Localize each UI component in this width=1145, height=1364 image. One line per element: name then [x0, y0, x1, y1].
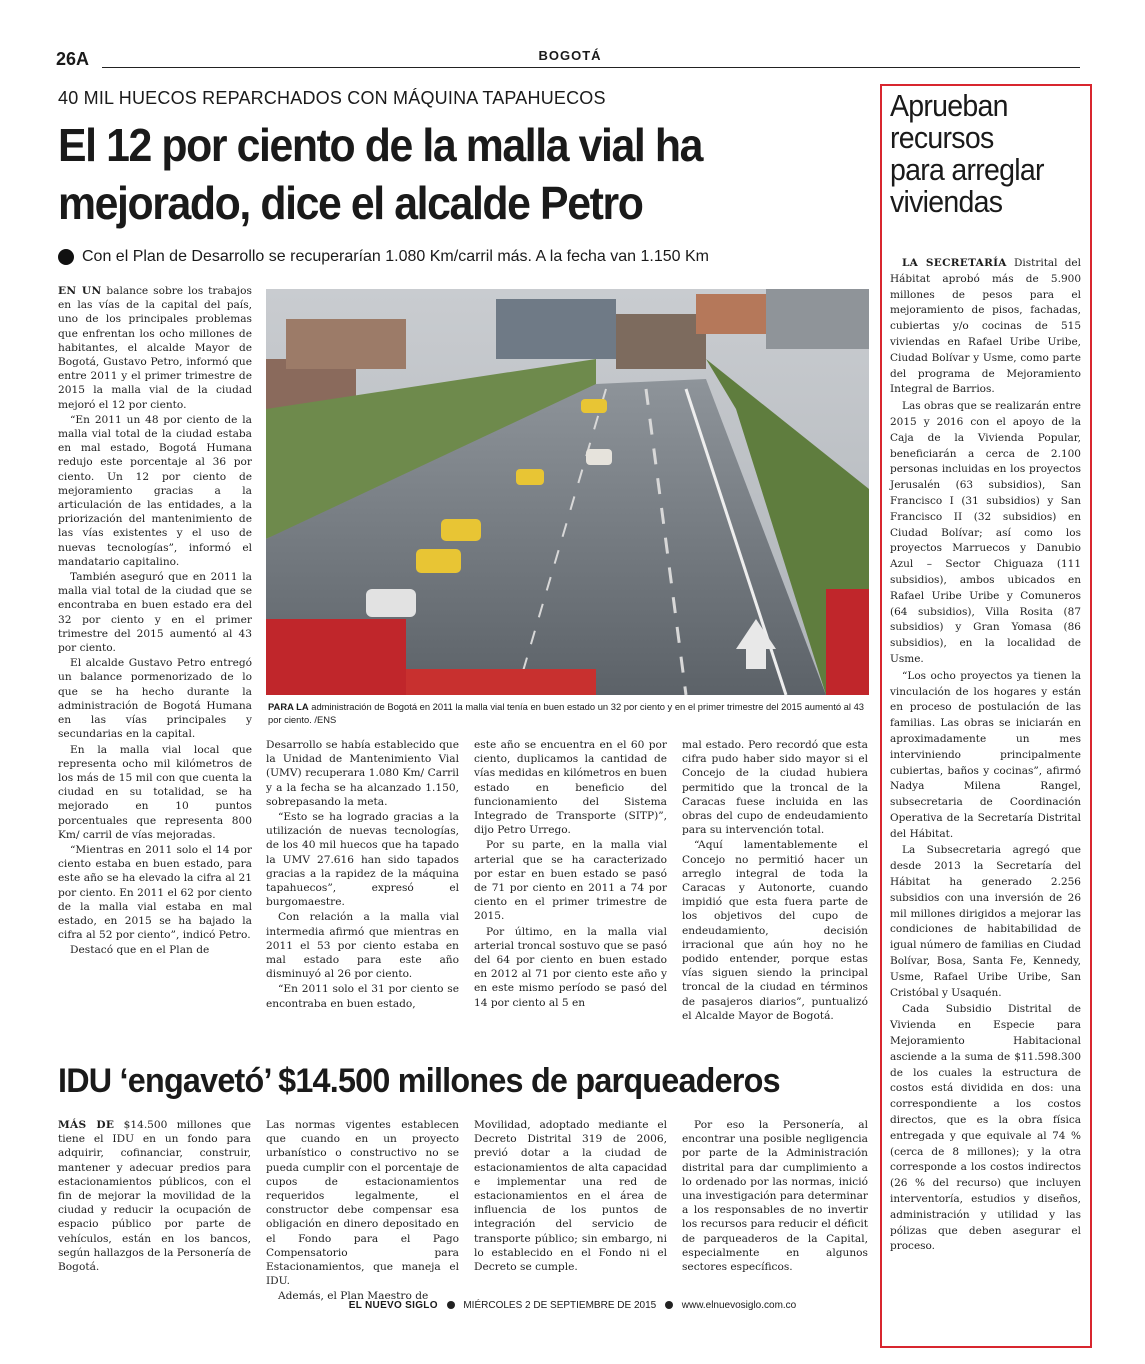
section-name: BOGOTÁ — [520, 48, 620, 63]
paragraph: “En 2011 un 48 por ciento de la malla vial total de la ciudad estaba en mal estado, Bogotá Humana redujo este porcentaje al 36 por ciento. Un 12 por ciento de mejoramiento gracias a la articulación de las entidades, a la priorización del mantenimiento de las vías existentes y el uso de nuevas tecnologías”, informó el mandatario capitalino. — [58, 413, 252, 568]
main-article-column-4 — [682, 738, 868, 1024]
paragraph: este año se encuentra en el 60 por ciento, duplicamos la cantidad de vías medidas en kilómetros en buen estado en beneficio del funcionamiento del Sistema Integrado de Transporte (SITP)”, dijo Petro Urrego. — [474, 739, 667, 837]
footer-date: MIÉRCOLES 2 DE SEPTIEMBRE DE 2015 — [463, 1300, 657, 1311]
paragraph: Además, el Plan Maestro de — [278, 1290, 429, 1303]
lead-in: LA SECRETARÍA — [902, 257, 1007, 269]
paragraph: Por último, en la malla vial arterial troncal sostuvo que se pasó del 64 por ciento en buen estado en 2012 al 71 por ciento este año y en este mismo período se pasó del 14 por ciento al 5 en — [474, 925, 667, 1009]
paragraph: Las obras que se realizarán entre 2015 y 2016 con el apoyo de la Caja de la Vivienda Popular, beneficiarán a cerca de 2.100 personas incluidas en los proyectos Jerusalén (63 subsidios), San Francisco I (31 subsidios) y San Francisco II (32 subsidios) en Ciudad Bolívar; así como los proyectos Marruecos y Danubio Azul – Sector Chiguaza (111 subsidios), ambos ubicados en Rafael Uribe Uribe y Comuneros (64 subsidios), Villa Rosita (87 subsidios) y Gran Yomasa (86 subsidios), en la localidad de Usme. — [890, 400, 1081, 665]
lead-in: MÁS DE — [58, 1119, 115, 1131]
paragraph-text: $14.500 millones que tiene el IDU en un fondo para adquirir, cofinanciar, construir, mantener y adecuar predios para estacionamientos públicos, con el fin de mejorar la movilidad de la ciudad y reducir la ocupación de espacio público por parte de vehículos, están en los bancos, según hallazgos de la Personería de Bogotá. — [58, 1119, 251, 1274]
caption-text: administración de Bogotá en 2011 la malla vial tenía en buen estado un 32 por ciento y en el primer trimestre del 2015 aumentó al 43 por ciento. — [268, 701, 865, 725]
sidebar-title — [890, 90, 1069, 218]
header-rule — [102, 67, 1080, 68]
lead-in: EN UN — [58, 285, 102, 297]
paragraph: Destacó que en el Plan de — [70, 944, 210, 957]
second-article-column-3 — [474, 1118, 667, 1275]
paragraph: Desarrollo se había establecido que la Unidad de Mantenimiento Vial (UMV) recuperara 1.080 Km/ Carril y a la fecha se ha alcanzado 1.150, sobrepasando la meta. — [266, 739, 459, 808]
footer-brand: EL NUEVO SIGLO — [348, 1300, 438, 1311]
article-subhead-text: Con el Plan de Desarrollo se recuperarían 1.080 Km/carril más. A la fecha van 1.150 Km — [82, 248, 709, 265]
paragraph: Movilidad, adoptado mediante el Decreto Distrital 319 de 2006, previó dotar a la ciudad de estacionamientos de alta capacidad e implementar una red de estacionamientos en el área de influencia de los puntos de integración del servicio de transporte público; sin embargo, ni lo establecido en el Fondo ni el Decreto se cumple. — [474, 1119, 667, 1274]
sidebar-title-line: Aprueban — [890, 88, 1008, 123]
paragraph: “En 2011 solo el 31 por ciento se encontraba en buen estado, — [266, 983, 459, 1010]
paragraph — [890, 256, 1081, 398]
sidebar-text — [890, 256, 1081, 1256]
bullet-icon — [447, 1301, 455, 1309]
paragraph: En la malla vial local que representa ocho mil kilómetros de los más de 15 mil con que cuenta la ciudad en su totalidad, se ha mejorado en 10 puntos porcentuales que representa 800 Km/ carril de vías mejoradas. — [58, 743, 252, 841]
paragraph: Por eso la Personería, al encontrar una posible negligencia por parte de la Administración distrital para dar cumplimiento a lo ordenado por las normas, inició una investigación para determinar a los responsables de no invertir los recursos para reducir el déficit de parqueaderos de la Capital, especialmente en algunos sectores específicos. — [682, 1119, 868, 1274]
article-kicker: 40 MIL HUECOS REPARCHADOS CON MÁQUINA TAPAHUECOS — [58, 88, 606, 108]
article-headline: El 12 por ciento de la malla vial ha mejorado, dice el alcalde Petro — [58, 119, 703, 229]
caption-credit: /ENS — [314, 714, 337, 725]
paragraph — [58, 1118, 251, 1274]
sidebar-title-line: recursos — [890, 120, 994, 155]
paragraph: Por su parte, en la malla vial arterial que se ha caracterizado por estar en buen estado se pasó de 71 por ciento en 2011 a 74 por ciento en el primer trimestre de 2015. — [474, 839, 667, 923]
sidebar-title-line: para arreglar — [890, 152, 1044, 187]
paragraph: Con relación a la malla vial intermedia afirmó que mientras en 2011 el 53 por ciento estaba en mal estado para este año disminuyó al 26 por ciento. — [266, 911, 459, 981]
paragraph-text: Distrital del Hábitat aprobó más de 5.900 millones de pesos para el mejoramiento de pisos, fachadas, cubiertas y/o cocinas de 515 viviendas en Rafael Uribe Uribe, Ciudad Bolívar y Usme, como parte del programa de Mejoramiento Integral de Barrios. — [890, 257, 1081, 396]
paragraph-text: balance sobre los trabajos en las vías de la capital del país, uno de los principales problemas que enfrentan los ocho millones de habitantes, el alcalde Mayor de Bogotá, Gustavo Petro, informó que entre 2011 y el primer trimestre de 2015 la malla vial de la ciudad mejoró el 12 por ciento. — [58, 285, 252, 411]
paragraph: El alcalde Gustavo Petro entregó un balance pormenorizado de lo que se ha hecho durante la administración de Bogotá Humana en las vías principales y secundarias en la capital. — [58, 657, 252, 741]
paragraph: “Los ocho proyectos ya tienen la vinculación de los hogares y están en proceso de postulación de las familias. Las obras se iniciarán en aproximadamente un mes interviniendo principalmente cubiertas, baños y cocinas”, afirmó Nadya Milena Rangel, subsecretaria de Coordinación Operativa de la Secretaría Distrital del Hábitat. — [890, 669, 1081, 840]
page-number: 26A — [56, 49, 90, 69]
paragraph: mal estado. Pero recordó que esta cifra pudo haber sido mayor si el Concejo de la ciudad hubiera permitido que la troncal de la Caracas fuese incluida en las obras del cupo de endeudamiento para su intervención total. — [682, 739, 868, 837]
road-photo-image — [266, 289, 869, 695]
page-footer — [0, 1300, 1145, 1311]
photo-caption — [268, 700, 868, 726]
paragraph: Las normas vigentes establecen que cuando en un proyecto urbanístico o constructivo no se pueda cumplir con el porcentaje de cupos de estacionamientos requeridos legalmente, el constructor debe compensar esa obligación en dinero depositado en el Fondo para el Pago Compensatorio para Estacionamientos, que maneja el IDU. — [266, 1119, 459, 1288]
paragraph: Cada Subsidio Distrital de Vivienda en Especie para Mejoramiento Habitacional asciende a la suma de $11.598.300 de los cuales la estructura de costos está dividida en dos: una correspondiente a los costos directos, que es la obra física entregada y que equivale al 74 % (cerca de 8 millones); y la otra corresponde a los costos indirectos (26 % del recurso) que incluyen interventoría, estudios y diseños, administración y utilidad y las pólizas que deben asegurar el proceso. — [890, 1003, 1081, 1253]
sidebar-title-line: viviendas — [890, 184, 1003, 219]
paragraph: “Esto se ha logrado gracias a la utilización de nuevas tecnologías, de los 40 mil huecos que ha tapado la UMV 27.616 han sido tapados gracias a la rapidez de la máquina tapahuecos”, expresó el burgomaestre. — [266, 811, 459, 909]
paragraph: La Subsecretaria agregó que desde 2013 la Secretaría del Hábitat ha generado 2.256 subsidios con una inversión de 26 mil millones dirigidos a mejorar las condiciones de habitabilidad de igual número de familias en Ciudad Bolívar, Bosa, Santa Fe, Kennedy, Usme, Rafael Uribe Uribe, San Cristóbal y Usaquén. — [890, 844, 1081, 999]
main-article-column-3 — [474, 738, 667, 1011]
caption-lead: PARA LA — [268, 701, 309, 712]
second-article-column-1 — [58, 1118, 251, 1275]
paragraph: “Aquí lamentablemente el Concejo no permitió hacer un arreglo integral de toda la Caracas y Autonorte, cuando impidió que esta fuera parte de los objetivos del cupo de endeudamiento, decisión irracional que aún hoy no he podido entender, porque estas vías siguen siendo la principal troncal de la ciudad en términos de pasajeros diarios”, puntualizó el Alcalde Mayor de Bogotá. — [682, 839, 868, 1022]
road-photo — [266, 289, 869, 695]
main-article-column-1 — [58, 284, 252, 959]
footer-url[interactable]: www.elnuevosiglo.com.co — [681, 1300, 797, 1311]
second-article-column-2 — [266, 1118, 459, 1305]
paragraph: “Mientras en 2011 solo el 14 por ciento estaba en buen estado, para este año se ha elevado la cifra al 21 por ciento. En 2011 el 62 por ciento de la malla vial estaba en mal estado, en 2015 se ha bajado la cifra al 52 por ciento”, indicó Petro. — [58, 843, 252, 942]
bullet-icon — [58, 249, 74, 265]
paragraph — [58, 284, 252, 412]
second-article-column-4 — [682, 1118, 868, 1275]
second-article-headline: IDU ‘engavetó’ $14.500 millones de parqueaderos — [58, 1062, 780, 1100]
paragraph: También aseguró que en 2011 la malla vial total de la ciudad que se encontraba en buen estado era del 32 por ciento y en el primer trimestre del 2015 aumentó al 43 por ciento. — [58, 571, 252, 655]
main-article-column-2 — [266, 738, 459, 1012]
article-subhead — [58, 248, 709, 266]
bullet-icon — [665, 1301, 673, 1309]
